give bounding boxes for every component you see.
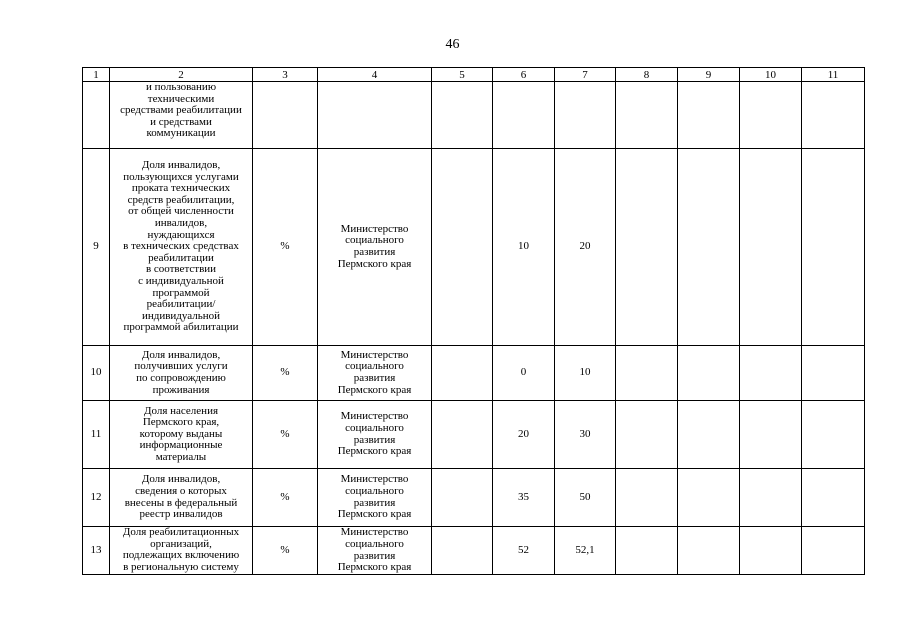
unit-cell: %: [253, 149, 318, 346]
value-cell-6: 35: [493, 469, 555, 527]
value-cell-7: 30: [555, 401, 616, 469]
indicator-name: Доля инвалидов, сведения о которых внесены в федеральный реестр инвалидов: [110, 469, 253, 527]
header-cell: 4: [318, 68, 432, 82]
table-row: [83, 346, 865, 401]
table-row: [83, 401, 865, 469]
responsible-cell: Министерство социального развития Пермского края: [318, 346, 432, 401]
header-cell: 9: [678, 68, 740, 82]
responsible-cell: [318, 82, 432, 149]
indicators-table: [82, 67, 865, 575]
value-cell-8: [616, 469, 678, 527]
value-cell-9: [678, 149, 740, 346]
value-cell-10: [740, 401, 802, 469]
value-cell-7: 50: [555, 469, 616, 527]
value-cell-10: [740, 346, 802, 401]
header-cell: 5: [432, 68, 493, 82]
row-number: 9: [83, 149, 110, 346]
value-cell-8: [616, 82, 678, 149]
value-cell-5: [432, 527, 493, 575]
responsible-cell: Министерство социального развития Пермского края: [318, 469, 432, 527]
unit-cell: [253, 82, 318, 149]
value-cell-5: [432, 469, 493, 527]
value-cell-5: [432, 149, 493, 346]
value-cell-9: [678, 527, 740, 575]
value-cell-8: [616, 401, 678, 469]
value-cell-6: 10: [493, 149, 555, 346]
unit-cell: %: [253, 401, 318, 469]
value-cell-10: [740, 527, 802, 575]
value-cell-5: [432, 82, 493, 149]
unit-cell: %: [253, 469, 318, 527]
header-cell: 1: [83, 68, 110, 82]
indicator-name: и пользованию техническими средствами реабилитации и средствами коммуникации: [110, 82, 253, 149]
table-row: [83, 149, 865, 346]
table-row: [83, 469, 865, 527]
value-cell-7: 10: [555, 346, 616, 401]
row-number: 11: [83, 401, 110, 469]
indicator-name: Доля реабилитационных организаций, подлежащих включению в региональную систему: [110, 527, 253, 575]
indicator-name: Доля инвалидов, пользующихся услугами проката технических средств реабилитации, от общей численности инвалидов, нуждающихся в технических средствах реабилитации в соответствии с индивидуальной программой реабилитации/ индивидуальной программой абилитации: [110, 149, 253, 346]
indicator-name: Доля инвалидов, получивших услуги по сопровождению проживания: [110, 346, 253, 401]
header-cell: 10: [740, 68, 802, 82]
header-cell: 11: [802, 68, 865, 82]
value-cell-5: [432, 401, 493, 469]
unit-cell: %: [253, 527, 318, 575]
value-cell-11: [802, 401, 865, 469]
value-cell-11: [802, 469, 865, 527]
header-row: [83, 68, 865, 82]
header-cell: 7: [555, 68, 616, 82]
value-cell-6: [493, 82, 555, 149]
row-number: 10: [83, 346, 110, 401]
value-cell-9: [678, 401, 740, 469]
value-cell-8: [616, 346, 678, 401]
table-row: [83, 527, 865, 575]
value-cell-11: [802, 527, 865, 575]
value-cell-7: [555, 82, 616, 149]
header-cell: 8: [616, 68, 678, 82]
value-cell-11: [802, 149, 865, 346]
responsible-cell: Министерство социального развития Пермского края: [318, 527, 432, 575]
unit-cell: %: [253, 346, 318, 401]
header-cell: 6: [493, 68, 555, 82]
row-number: 12: [83, 469, 110, 527]
value-cell-6: 20: [493, 401, 555, 469]
value-cell-9: [678, 82, 740, 149]
value-cell-9: [678, 469, 740, 527]
value-cell-11: [802, 82, 865, 149]
value-cell-8: [616, 149, 678, 346]
header-cell: 3: [253, 68, 318, 82]
value-cell-5: [432, 346, 493, 401]
indicator-name: Доля населения Пермского края, которому выданы информационные материалы: [110, 401, 253, 469]
responsible-cell: Министерство социального развития Пермского края: [318, 401, 432, 469]
row-number: [83, 82, 110, 149]
value-cell-7: 20: [555, 149, 616, 346]
value-cell-11: [802, 346, 865, 401]
value-cell-10: [740, 82, 802, 149]
value-cell-8: [616, 527, 678, 575]
value-cell-7: 52,1: [555, 527, 616, 575]
value-cell-10: [740, 149, 802, 346]
header-cell: 2: [110, 68, 253, 82]
responsible-cell: Министерство социального развития Пермского края: [318, 149, 432, 346]
value-cell-6: 0: [493, 346, 555, 401]
value-cell-10: [740, 469, 802, 527]
table-row: [83, 82, 865, 149]
value-cell-6: 52: [493, 527, 555, 575]
page-number: 46: [445, 37, 460, 52]
value-cell-9: [678, 346, 740, 401]
row-number: 13: [83, 527, 110, 575]
